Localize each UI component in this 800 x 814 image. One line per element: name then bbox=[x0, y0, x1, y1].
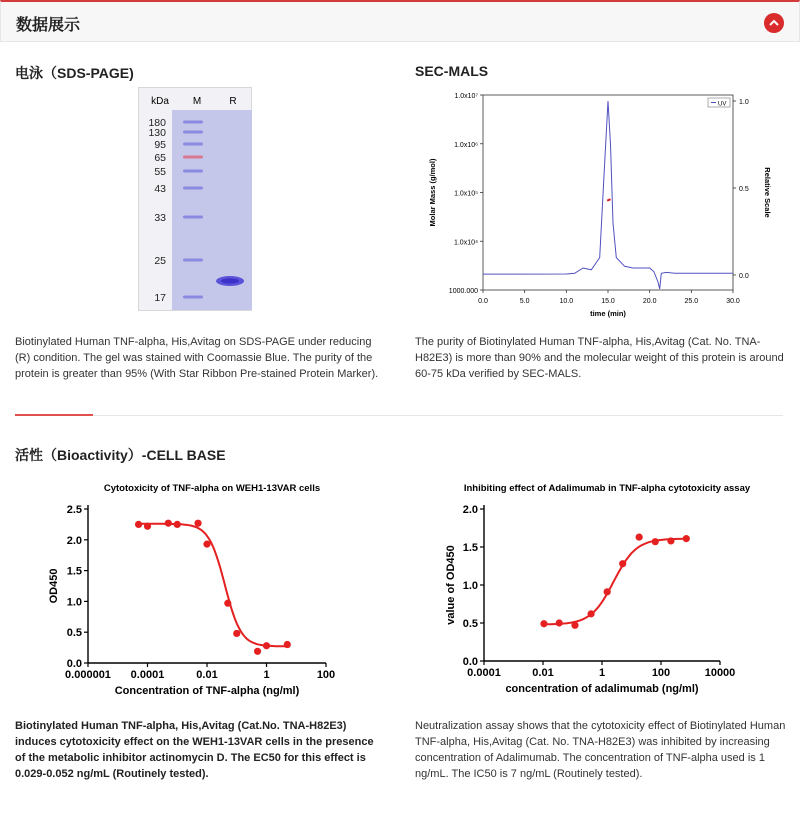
gel-col-kda: kDa bbox=[151, 96, 169, 107]
y2-tick-label: 1.0 bbox=[739, 99, 749, 106]
y-tick-label: 1000.000 bbox=[448, 288, 478, 295]
x-tick-label: 5.0 bbox=[519, 298, 530, 305]
y-tick-label: 2.0 bbox=[462, 504, 478, 516]
y-tick-label: 0.0 bbox=[462, 656, 478, 668]
y-tick-label: 0.0 bbox=[66, 658, 82, 670]
ladder-band bbox=[183, 259, 203, 262]
y-tick-label: 1.0x10⁵ bbox=[454, 190, 478, 198]
x-tick-label: 0.000001 bbox=[65, 669, 111, 681]
collapse-button[interactable] bbox=[764, 13, 784, 33]
ladder-label: 25 bbox=[154, 255, 166, 267]
sec-mals-chart bbox=[420, 85, 780, 325]
data-point bbox=[254, 648, 261, 655]
data-point bbox=[194, 520, 201, 527]
data-point bbox=[683, 535, 690, 542]
uv-trace-line bbox=[483, 101, 733, 289]
ladder-label: 33 bbox=[154, 212, 166, 224]
y-tick-label: 1.0 bbox=[66, 596, 82, 609]
x-tick-label: 0.0 bbox=[478, 298, 488, 305]
section-divider bbox=[15, 415, 783, 416]
data-point bbox=[604, 588, 611, 595]
data-point bbox=[284, 641, 291, 648]
bio-caption-left: Biotinylated Human TNF-alpha, His,Avitag (Cat.No. TNA-H82E3) induces cytotoxicity effect on the WEH1-13VAR cells in the presence of the metabolic inhibitor actinomycin D. The EC50 for this effect is 0.029-0.052 ng/mL (Routinely tested). bbox=[15, 720, 374, 780]
x-tick-label: 15.0 bbox=[601, 298, 615, 305]
y-tick-label: 1.5 bbox=[462, 542, 478, 554]
data-point bbox=[636, 534, 643, 541]
bio-title: 活性（Bioactivity）-CELL BASE bbox=[15, 447, 226, 463]
ladder-label: 180 bbox=[148, 117, 166, 129]
ladder-band bbox=[183, 143, 203, 146]
y-tick-label: 0.5 bbox=[66, 627, 82, 640]
molar-mass-line bbox=[607, 199, 610, 201]
sec-title: SEC-MALS bbox=[415, 63, 489, 79]
plot-frame bbox=[483, 95, 733, 290]
data-point bbox=[263, 642, 270, 649]
x-tick-label: 0.01 bbox=[532, 667, 554, 679]
y-tick-label: 2.5 bbox=[66, 504, 82, 516]
gel-col-r: R bbox=[229, 96, 237, 107]
x-tick-label: 0.0001 bbox=[130, 669, 165, 681]
x-tick-label: 10000 bbox=[704, 667, 736, 679]
section-header bbox=[0, 0, 800, 42]
x-axis-label: time (min) bbox=[590, 309, 626, 318]
data-point bbox=[587, 610, 594, 617]
data-point bbox=[556, 619, 563, 626]
gel-col-m: M bbox=[192, 96, 202, 107]
legend-label: UV bbox=[718, 101, 727, 108]
sds-title: 电泳（SDS-PAGE) bbox=[15, 65, 134, 81]
y-tick-label: 0.5 bbox=[462, 618, 478, 630]
y-axis-label: Molar Mass (g/mol) bbox=[428, 158, 437, 227]
x-tick-label: 20.0 bbox=[642, 298, 657, 305]
data-point bbox=[174, 521, 181, 528]
chart-title: Cytotoxicity of TNF-alpha on WEH1-13VAR cells bbox=[103, 483, 321, 494]
bio-caption-right: Neutralization assay shows that the cytotoxicity effect of Biotinylated Human TNF-alpha, His,Avitag (Cat. No. TNA-H82E3) was inhibited by increasing concentration of Adalimumab. The concentration of TNF-alpha used is 1 ng/mL. The IC50 is 7 ng/mL (Routinely tested). bbox=[415, 720, 786, 780]
y-tick-label: 1.0x10⁷ bbox=[454, 93, 478, 100]
ladder-label: 130 bbox=[148, 127, 166, 139]
ladder-band bbox=[183, 216, 203, 219]
fit-curve bbox=[544, 539, 686, 625]
data-point bbox=[135, 521, 142, 528]
x-tick-label: 25.0 bbox=[684, 298, 699, 305]
x-axis-label: Concentration of TNF-alpha (ng/ml) bbox=[114, 685, 300, 697]
x-tick-label: 100 bbox=[316, 669, 336, 681]
data-point bbox=[540, 620, 547, 627]
y-axis-label: value of OD450 bbox=[445, 545, 457, 625]
chart-title: Inhibiting effect of Adalimumab in TNF-alpha cytotoxicity assay bbox=[463, 483, 751, 494]
data-point bbox=[224, 600, 231, 607]
x-tick-label: 10.0 bbox=[559, 298, 574, 305]
cytotoxicity-chart bbox=[40, 478, 385, 703]
y2-tick-label: 0.5 bbox=[739, 186, 749, 193]
sec-caption: The purity of Biotinylated Human TNF-alpha, His,Avitag (Cat. No. TNA-H82E3) is more than 90% and the molecular weight of this protein is around 60-75 kDa verified by SEC-MALS. bbox=[415, 336, 784, 380]
data-point bbox=[571, 622, 578, 629]
header-title: 数据展示 bbox=[16, 17, 81, 34]
chevron-up-icon bbox=[769, 19, 779, 27]
y-tick-label: 1.0x10⁶ bbox=[454, 141, 478, 149]
fit-curve bbox=[139, 524, 288, 647]
ladder-label: 95 bbox=[154, 139, 166, 151]
y2-axis-label: Relative Scale bbox=[763, 167, 772, 218]
y2-tick-label: 0.0 bbox=[739, 273, 749, 280]
data-point bbox=[619, 560, 626, 567]
ladder-band bbox=[183, 187, 203, 190]
sds-caption: Biotinylated Human TNF-alpha, His,Avitag on SDS-PAGE under reducing (R) condition. The gel was stained with Coomassie Blue. The purity of the protein is greater than 95% (With Star Ribbon Pre-stained Protein Marker). bbox=[15, 336, 379, 380]
data-point bbox=[144, 523, 151, 530]
y-axis-label: OD450 bbox=[48, 568, 60, 604]
ladder-band bbox=[183, 170, 203, 173]
divider-accent bbox=[15, 414, 93, 416]
data-point bbox=[667, 537, 674, 544]
data-point bbox=[652, 538, 659, 545]
x-tick-label: 0.01 bbox=[196, 669, 218, 681]
data-point bbox=[165, 520, 172, 527]
ladder-label: 55 bbox=[154, 166, 166, 178]
x-tick-label: 1 bbox=[598, 667, 606, 679]
sds-gel-figure bbox=[138, 87, 252, 311]
y-tick-label: 1.5 bbox=[66, 565, 82, 578]
ladder-label: 65 bbox=[154, 152, 166, 164]
inhibition-chart bbox=[430, 478, 785, 703]
x-tick-label: 0.0001 bbox=[467, 667, 501, 679]
x-axis-label: concentration of adalimumab (ng/ml) bbox=[505, 683, 699, 695]
ladder-band bbox=[183, 131, 203, 134]
x-tick-label: 100 bbox=[651, 667, 671, 679]
y-tick-label: 1.0x10⁴ bbox=[453, 239, 478, 247]
ladder-band bbox=[183, 121, 203, 124]
ladder-label: 43 bbox=[154, 183, 166, 195]
data-point bbox=[203, 541, 210, 548]
x-tick-label: 1 bbox=[263, 669, 270, 681]
data-point bbox=[233, 630, 240, 637]
x-tick-label: 30.0 bbox=[726, 298, 740, 305]
ladder-band bbox=[183, 296, 203, 299]
ladder-label: 17 bbox=[154, 292, 166, 304]
y-tick-label: 1.0 bbox=[462, 580, 478, 592]
ladder-band bbox=[183, 156, 203, 159]
sample-band-core bbox=[221, 278, 239, 283]
y-tick-label: 2.0 bbox=[66, 534, 82, 547]
